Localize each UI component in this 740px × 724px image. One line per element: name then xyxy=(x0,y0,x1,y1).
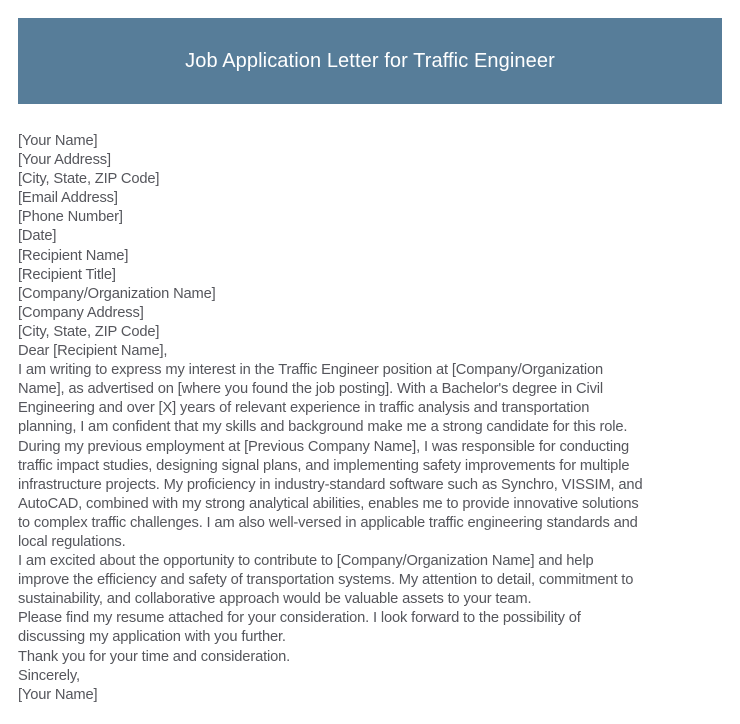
letter-line: [City, State, ZIP Code] xyxy=(18,323,160,340)
letter-line: Please find my resume attached for your consideration. I look forward to the possibility of xyxy=(18,610,581,627)
letter-line: Name], as advertised on [where you found the job posting]. With a Bachelor's degree in Civil xyxy=(18,381,603,398)
letter-line: AutoCAD, combined with my strong analytical abilities, enables me to provide innovative solutions xyxy=(18,495,639,512)
letter-line: [Company/Organization Name] xyxy=(18,285,216,302)
letter-line: discussing my application with you further. xyxy=(18,629,286,646)
letter-line: traffic impact studies, designing signal plans, and implementing safety improvements for multiple xyxy=(18,457,630,474)
letter-line: I am writing to express my interest in the Traffic Engineer position at [Company/Organization xyxy=(18,362,603,379)
header-banner xyxy=(18,18,722,104)
page-title: Job Application Letter for Traffic Engineer xyxy=(185,49,555,72)
letter-line: [Company Address] xyxy=(18,304,144,321)
letter-line: [Your Name] xyxy=(18,133,98,149)
letter-line: During my previous employment at [Previous Company Name], I was responsible for conducting xyxy=(18,438,629,455)
letter-line: local regulations. xyxy=(18,533,126,550)
letter-line: to complex traffic challenges. I am also well-versed in applicable traffic engineering standards and xyxy=(18,514,638,531)
letter-line: I am excited about the opportunity to contribute to [Company/Organization Name] and help xyxy=(18,553,594,570)
letter-line: improve the efficiency and safety of transportation systems. My attention to detail, commitment to xyxy=(18,572,634,589)
letter-line: planning, I am confident that my skills and background make me a strong candidate for this role. xyxy=(18,419,628,436)
letter-line: sustainability, and collaborative approach would be valuable assets to your team. xyxy=(18,591,532,608)
letter-line: [Recipient Title] xyxy=(18,266,116,283)
letter-line: [Phone Number] xyxy=(18,209,123,226)
letter-line: [City, State, ZIP Code] xyxy=(18,171,160,188)
letter-line: Engineering and over [X] years of relevant experience in traffic analysis and transportation xyxy=(18,400,590,417)
letter-line: [Your Address] xyxy=(18,152,111,169)
letter-line: Dear [Recipient Name], xyxy=(18,343,168,360)
letter-line: Sincerely, xyxy=(18,667,80,684)
letter-line: infrastructure projects. My proficiency in industry-standard software such as Synchro, VISSIM, and xyxy=(18,476,643,493)
letter-line: [Recipient Name] xyxy=(18,247,129,264)
letter-line: [Email Address] xyxy=(18,190,118,207)
letter-line: Thank you for your time and consideration. xyxy=(18,648,291,665)
letter-line: [Your Name] xyxy=(18,686,98,703)
letter-line: [Date] xyxy=(18,228,57,245)
letter-body xyxy=(18,132,733,705)
